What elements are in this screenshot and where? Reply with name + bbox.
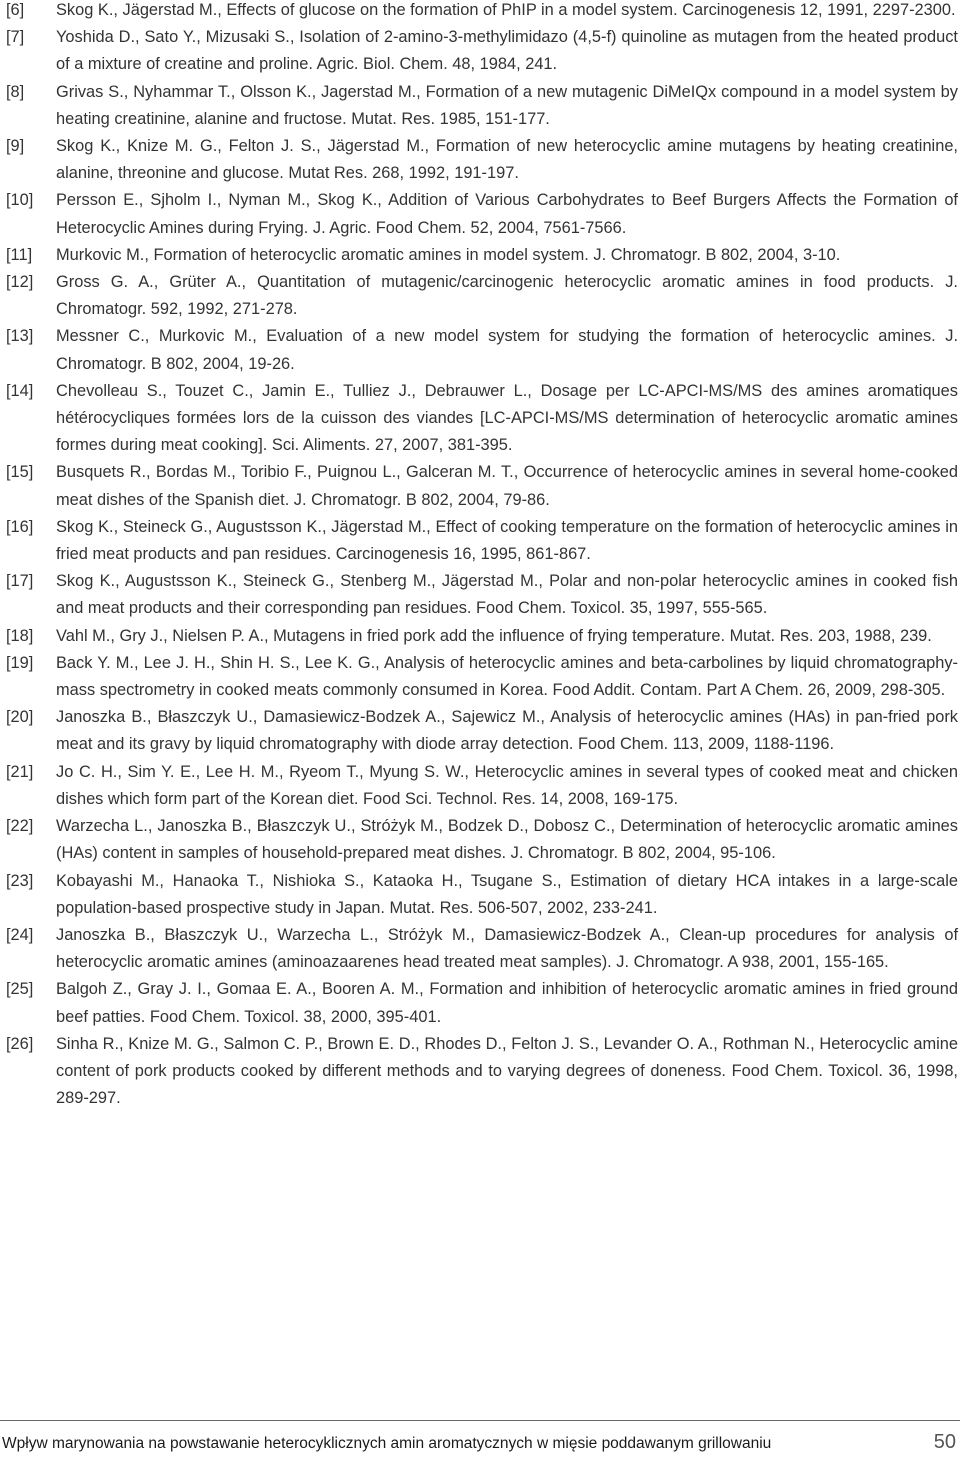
reference-number: [10] [6,191,34,210]
reference-item [0,269,960,323]
reference-text: Janoszka B., Błaszczyk U., Warzecha L., Stróżyk M., Damasiewicz-Bodzek A., Clean-up procedures for analysis of heterocyclic aromatic amines (aminoazaarenes head treated meat samples). J. Chromatogr. A 938, 2001, 155-165. [56,925,958,972]
footer-title: Wpływ marynowania na powstawanie heterocyklicznych amin aromatycznych w mięsie poddawanym grillowaniu [2,1435,772,1452]
reference-text: Messner C., Murkovic M., Evaluation of a new model system for studying the formation of heterocyclic amines. J. Chromatogr. B 802, 2004, 19-26. [56,327,958,373]
reference-number: [17] [6,572,34,591]
reference-number: [11] [6,245,33,264]
reference-item [0,759,960,813]
reference-number: [25] [6,980,34,999]
reference-item [0,568,960,622]
reference-number: [21] [6,762,34,781]
reference-number: [24] [6,925,34,944]
reference-item [0,813,960,867]
reference-item [0,623,960,650]
reference-item [0,24,960,78]
reference-item [0,1031,960,1113]
reference-item [0,133,960,187]
reference-item [0,459,960,513]
reference-item [0,323,960,377]
reference-item [0,868,960,922]
reference-text: Gross G. A., Grüter A., Quantitation of mutagenic/carcinogenic heterocyclic aromatic amines in food products. J. Chromatogr. 592, 1992, 271-278. [56,273,958,319]
reference-item [0,79,960,133]
reference-number: [6] [6,1,25,19]
reference-number: [15] [6,463,34,482]
reference-number: [18] [6,626,34,645]
reference-item [0,976,960,1030]
reference-item [0,378,960,460]
reference-number: [8] [6,82,25,101]
reference-number: [19] [6,653,34,672]
reference-item [0,242,960,269]
reference-number: [7] [6,28,25,47]
reference-text: Kobayashi M., Hanaoka T., Nishioka S., Kataoka H., Tsugane S., Estimation of dietary HCA intakes in a large-scale population-based prospective study in Japan. Mutat. Res. 506-507, 2002, 233-241. [56,871,958,917]
reference-text: Skog K., Knize M. G., Felton J. S., Jägerstad M., Formation of new heterocyclic amine mutagens by heating creatinine, alanine, threonine and glucose. Mutat Res. 268, 1992, 191-197. [56,137,958,183]
reference-number: [12] [6,273,34,292]
reference-number: [23] [6,871,34,890]
reference-item [0,922,960,976]
reference-number: [26] [6,1034,34,1053]
reference-text: Back Y. M., Lee J. H., Shin H. S., Lee K. G., Analysis of heterocyclic amines and beta-carbolines by liquid chromatography-mass spectrometry in cooked meats commonly consumed in Korea. Food Addit. Contam. Part A Chem. 26, 2009, 298-305. [56,653,958,700]
reference-item [0,0,960,24]
page-number: 50 [933,1431,956,1453]
reference-text: Grivas S., Nyhammar T., Olsson K., Jagerstad M., Formation of a new mutagenic DiMeIQx compound in a model system by heating creatinine, alanine and fructose. Mutat. Res. 1985, 151-177. [56,82,958,128]
reference-item [0,187,960,241]
reference-number: [16] [6,517,34,536]
reference-item [0,514,960,568]
reference-number: [9] [6,137,25,156]
reference-item [0,650,960,704]
footer-divider [0,1420,960,1421]
reference-text: Vahl M., Gry J., Nielsen P. A., Mutagens in fried pork add the influence of frying temperature. Mutat. Res. 203, 1988, 239. [56,626,932,645]
reference-text: Skog K., Jägerstad M., Effects of glucose on the formation of PhIP in a model system. Carcinogenesis 12, 1991, 2297-2300. [56,1,956,19]
reference-text: Yoshida D., Sato Y., Mizusaki S., Isolation of 2-amino-3-methylimidazo (4,5-f) quinoline as mutagen from the heated product of a mixture of creatine and proline. Agric. Biol. Chem. 48, 1984, 241. [56,28,958,74]
reference-text: Murkovic M., Formation of heterocyclic aromatic amines in model system. J. Chromatogr. B 802, 2004, 3-10. [56,245,841,264]
reference-number: [14] [6,381,34,400]
reference-text: Balgoh Z., Gray J. I., Gomaa E. A., Booren A. M., Formation and inhibition of heterocyclic aromatic amines in fried ground beef patties. Food Chem. Toxicol. 38, 2000, 395-401. [56,980,958,1026]
reference-number: [20] [6,708,34,727]
reference-text: Chevolleau S., Touzet C., Jamin E., Tulliez J., Debrauwer L., Dosage per LC-APCI-MS/MS des amines aromatiques hétérocycliques formées lors de la cuisson des viandes [LC-APCI-MS/MS determination of heterocyclic aromatic amines formes during meat cooking]. Sci. Aliments. 27, 2007, 381-395. [56,381,958,455]
reference-number: [22] [6,817,34,836]
reference-text: Persson E., Sjholm I., Nyman M., Skog K., Addition of Various Carbohydrates to Beef Burgers Affects the Formation of Heterocyclic Amines during Frying. J. Agric. Food Chem. 52, 2004, 7561-7566. [56,191,958,237]
reference-text: Warzecha L., Janoszka B., Błaszczyk U., Stróżyk M., Bodzek D., Dobosz C., Determination of heterocyclic aromatic amines (HAs) content in samples of household-prepared meat dishes. J. Chromatogr. B 802, 2004, 95-106. [56,817,958,863]
reference-number: [13] [6,327,34,346]
reference-text: Jo C. H., Sim Y. E., Lee H. M., Ryeom T., Myung S. W., Heterocyclic amines in several types of cooked meat and chicken dishes which form part of the Korean diet. Food Sci. Technol. Res. 14, 2008, 169-175. [56,762,958,808]
reference-text: Janoszka B., Błaszczyk U., Damasiewicz-Bodzek A., Sajewicz M., Analysis of heterocyclic amines (HAs) in pan-fried pork meat and its gravy by liquid chromatography with diode array detection. Food Chem. 113, 2009, 1188-1196. [56,708,958,754]
reference-text: Sinha R., Knize M. G., Salmon C. P., Brown E. D., Rhodes D., Felton J. S., Levander O. A., Rothman N., Heterocyclic amine content of pork products cooked by different methods and to varying degrees of doneness. Food Chem. Toxicol. 36, 1998, 289-297. [56,1034,958,1108]
reference-text: Skog K., Augustsson K., Steineck G., Stenberg M., Jägerstad M., Polar and non-polar heterocyclic amines in cooked fish and meat products and their corresponding pan residues. Food Chem. Toxicol. 35, 1997, 555-565. [56,572,958,618]
reference-text: Skog K., Steineck G., Augustsson K., Jägerstad M., Effect of cooking temperature on the formation of heterocyclic amines in fried meat products and pan residues. Carcinogenesis 16, 1995, 861-867. [56,517,958,564]
reference-item [0,704,960,758]
reference-text: Busquets R., Bordas M., Toribio F., Puignou L., Galceran M. T., Occurrence of heterocyclic amines in several home-cooked meat dishes of the Spanish diet. J. Chromatogr. B 802, 2004, 79-86. [56,463,958,509]
